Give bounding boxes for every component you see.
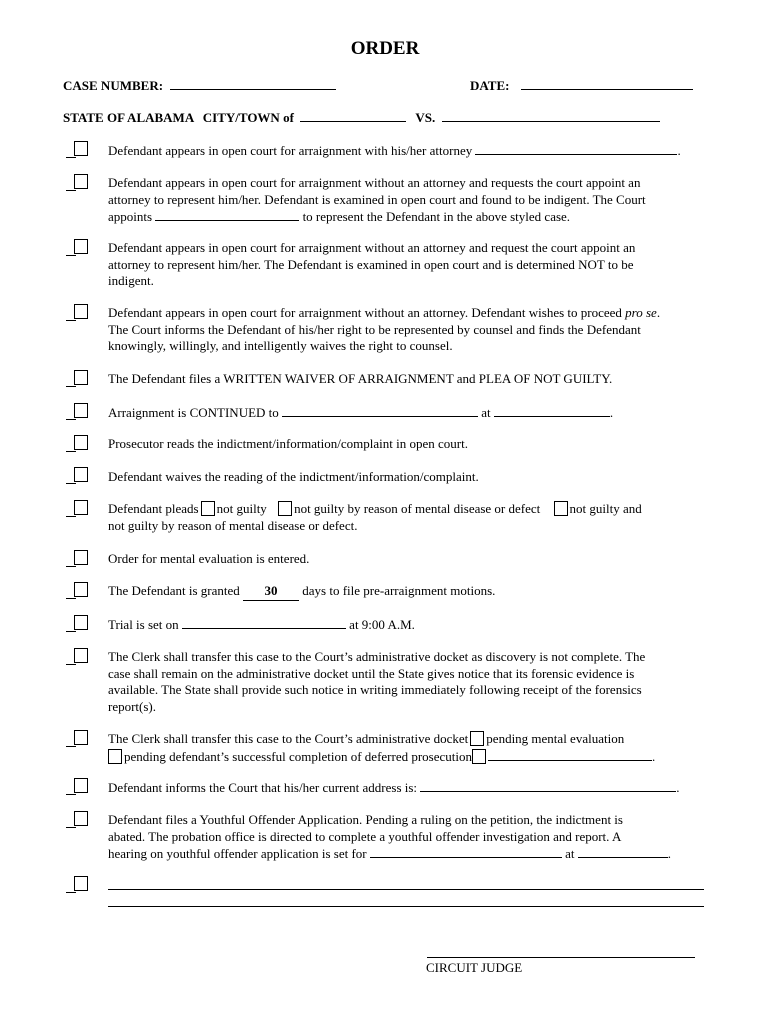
item-11: The Defendant is granted 30 days to file pre-arraignment motions. [108, 583, 708, 601]
address-field[interactable] [420, 779, 676, 792]
item-4: Defendant appears in open court for arraignment without an attorney. Defendant wishes to proceed pro se. The Court informs the Defendant of his/her right to be represented by counsel and finds the Defendant knowingly, willingly, and intelligently waives the right to counsel. [108, 305, 661, 353]
other-field[interactable] [488, 748, 652, 761]
checkbox-item-10[interactable] [66, 550, 88, 567]
checkbox-item-14[interactable] [66, 730, 88, 747]
checkbox-item-16[interactable] [66, 811, 88, 828]
item-13: The Clerk shall transfer this case to the Court’s administrative docket as discovery is not complete. The case shall remain on the administrative docket until the State gives notice that its forensic evidence is available. The State shall provide such notice in writing immediately following receipt of the forensics report(s). [108, 649, 646, 714]
date-row [470, 77, 693, 94]
item-8: Defendant waives the reading of the indictment/information/complaint. [108, 469, 479, 484]
opponent-field[interactable] [442, 109, 660, 122]
state-label: STATE OF ALABAMA [63, 110, 194, 125]
item-6: Arraignment is CONTINUED to at . [108, 405, 614, 420]
checkbox-item-12[interactable] [66, 615, 88, 632]
appointed-attorney-field[interactable] [155, 208, 299, 221]
checkbox-item-9[interactable] [66, 500, 88, 517]
case-number-label: CASE NUMBER: [63, 78, 164, 93]
yo-hearing-time-field[interactable] [578, 845, 668, 858]
other-checkbox[interactable] [472, 749, 486, 764]
checkbox-item-13[interactable] [66, 648, 88, 665]
item-3: Defendant appears in open court for arraignment without an attorney and request the court appoint an attorney to represent him/her. The Defendant is examined in open court and is determined NOT to be indigent. [108, 240, 636, 288]
custom-order-line-1[interactable] [108, 889, 704, 890]
checkbox-item-3[interactable] [66, 239, 88, 256]
page-title: ORDER [350, 38, 420, 59]
checkbox-item-7[interactable] [66, 435, 88, 452]
item-10: Order for mental evaluation is entered. [108, 551, 310, 566]
checkbox-item-2[interactable] [66, 174, 88, 191]
date-label: DATE: [470, 78, 510, 93]
vs-label: VS. [415, 110, 436, 125]
item-1: Defendant appears in open court for arraignment with his/her attorney . [108, 143, 681, 158]
plea-not-guilty-checkbox[interactable] [201, 501, 215, 516]
item-15: Defendant informs the Court that his/her current address is: . [108, 780, 680, 795]
case-number-field[interactable] [170, 77, 336, 90]
checkbox-item-1[interactable] [66, 141, 88, 158]
checkbox-item-6[interactable] [66, 403, 88, 420]
checkbox-item-4[interactable] [66, 304, 88, 321]
date-field[interactable] [521, 77, 693, 90]
item-14: The Clerk shall transfer this case to the Court’s administrative docket pending mental evaluation pending defendant’s successful completion of deferred prosecution . [108, 731, 656, 764]
mental-evaluation-checkbox[interactable] [470, 731, 484, 746]
item-2: Defendant appears in open court for arraignment without an attorney and requests the court appoint an attorney to represent him/her. Defendant is examined in open court and found to be indigent. The Court appoints to represent the Defendant in the above styled case. [108, 175, 646, 224]
custom-order-line-2[interactable] [108, 906, 704, 907]
attorney-field[interactable] [475, 142, 677, 155]
continued-date-field[interactable] [282, 404, 478, 417]
deferred-prosecution-checkbox[interactable] [108, 749, 122, 764]
judge-signature-line[interactable] [427, 957, 695, 958]
checkbox-item-15[interactable] [66, 778, 88, 795]
item-5: The Defendant files a WRITTEN WAIVER OF ARRAIGNMENT and PLEA OF NOT GUILTY. [108, 371, 613, 386]
case-number-row [63, 77, 336, 94]
trial-date-field[interactable] [182, 616, 346, 629]
circuit-judge-label: CIRCUIT JUDGE [426, 960, 523, 975]
item-9: Defendant pleads not guilty not guilty by reason of mental disease or defect not guilty and not guilty by reason of mental disease or defect. [108, 501, 642, 533]
plea-mental-checkbox[interactable] [278, 501, 292, 516]
item-7: Prosecutor reads the indictment/information/complaint in open court. [108, 436, 468, 451]
city-label: CITY/TOWN of [202, 110, 294, 125]
checkbox-item-8[interactable] [66, 467, 88, 484]
continued-time-field[interactable] [494, 404, 610, 417]
yo-hearing-date-field[interactable] [370, 845, 562, 858]
item-12: Trial is set on at 9:00 A.M. [108, 617, 415, 632]
parties-row [63, 109, 660, 126]
item-16: Defendant files a Youthful Offender Application. Pending a ruling on the petition, the indictment is abated. The probation office is directed to complete a youthful offender investigation and report. A hearing on youthful offender application is set for at . [108, 812, 671, 861]
plea-both-checkbox[interactable] [554, 501, 568, 516]
checkbox-item-5[interactable] [66, 370, 88, 387]
days-field[interactable]: 30 [243, 583, 299, 601]
checkbox-item-17[interactable] [66, 876, 88, 893]
city-field[interactable] [300, 109, 406, 122]
checkbox-item-11[interactable] [66, 582, 88, 599]
